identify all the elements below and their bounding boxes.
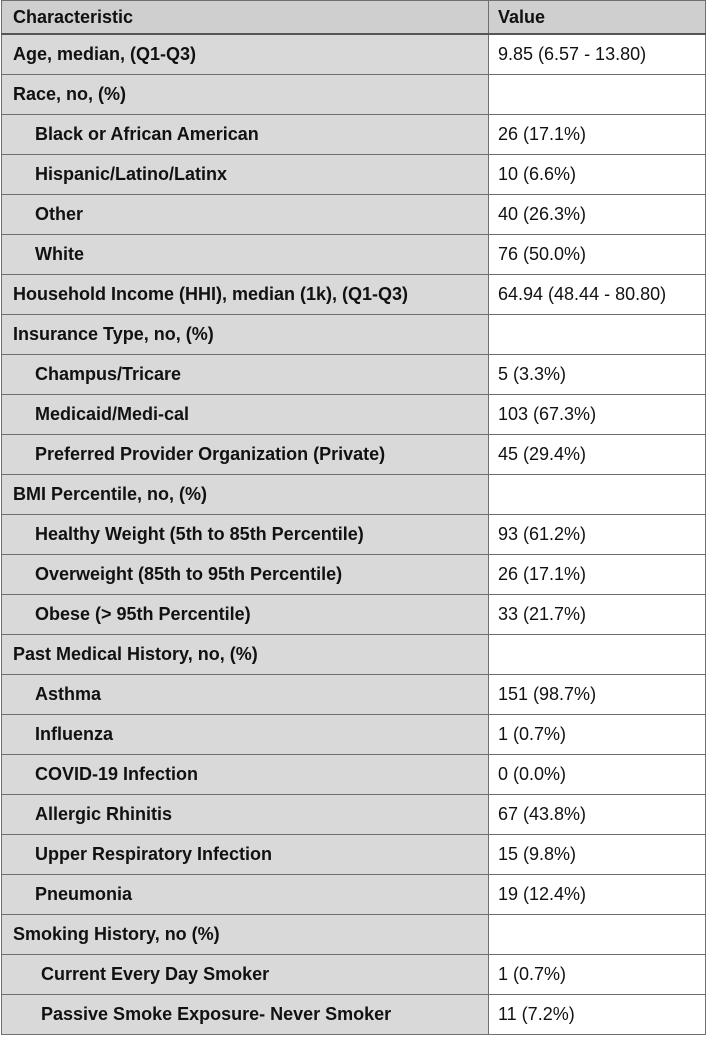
value-cell: 45 (29.4%) bbox=[489, 435, 706, 475]
table-row bbox=[2, 75, 706, 115]
category-label: Past Medical History, no, (%) bbox=[2, 635, 489, 675]
column-header-value: Value bbox=[489, 1, 706, 35]
value-cell bbox=[489, 635, 706, 675]
table-row bbox=[2, 235, 706, 275]
value-cell bbox=[489, 915, 706, 955]
value-cell: 5 (3.3%) bbox=[489, 355, 706, 395]
value-cell: 19 (12.4%) bbox=[489, 875, 706, 915]
category-label: Insurance Type, no, (%) bbox=[2, 315, 489, 355]
subcategory-label: Other bbox=[2, 195, 489, 235]
subcategory-label: Healthy Weight (5th to 85th Percentile) bbox=[2, 515, 489, 555]
subcategory-label: Current Every Day Smoker bbox=[2, 955, 489, 995]
value-cell: 64.94 (48.44 - 80.80) bbox=[489, 275, 706, 315]
value-cell: 103 (67.3%) bbox=[489, 395, 706, 435]
value-cell: 76 (50.0%) bbox=[489, 235, 706, 275]
table-row bbox=[2, 995, 706, 1035]
table-row bbox=[2, 715, 706, 755]
value-cell: 1 (0.7%) bbox=[489, 715, 706, 755]
table-row bbox=[2, 315, 706, 355]
table-header-row bbox=[2, 1, 706, 35]
value-cell: 67 (43.8%) bbox=[489, 795, 706, 835]
column-header-characteristic: Characteristic bbox=[2, 1, 489, 35]
table-row bbox=[2, 34, 706, 75]
category-label: Age, median, (Q1-Q3) bbox=[2, 34, 489, 75]
table-row bbox=[2, 115, 706, 155]
table-row bbox=[2, 955, 706, 995]
table-row bbox=[2, 755, 706, 795]
subcategory-label: Passive Smoke Exposure- Never Smoker bbox=[2, 995, 489, 1035]
category-label: Household Income (HHI), median (1k), (Q1-Q3) bbox=[2, 275, 489, 315]
category-label: Smoking History, no (%) bbox=[2, 915, 489, 955]
table-row bbox=[2, 675, 706, 715]
table-row bbox=[2, 275, 706, 315]
value-cell: 151 (98.7%) bbox=[489, 675, 706, 715]
value-cell: 26 (17.1%) bbox=[489, 555, 706, 595]
category-label: BMI Percentile, no, (%) bbox=[2, 475, 489, 515]
subcategory-label: Medicaid/Medi-cal bbox=[2, 395, 489, 435]
table-row bbox=[2, 155, 706, 195]
value-cell: 10 (6.6%) bbox=[489, 155, 706, 195]
value-cell bbox=[489, 315, 706, 355]
table-row bbox=[2, 195, 706, 235]
table-row bbox=[2, 515, 706, 555]
table-row bbox=[2, 555, 706, 595]
characteristics-table bbox=[1, 0, 706, 1035]
table-row bbox=[2, 475, 706, 515]
subcategory-label: Allergic Rhinitis bbox=[2, 795, 489, 835]
value-cell: 11 (7.2%) bbox=[489, 995, 706, 1035]
table-row bbox=[2, 635, 706, 675]
subcategory-label: Hispanic/Latino/Latinx bbox=[2, 155, 489, 195]
table-body bbox=[2, 34, 706, 1035]
value-cell: 9.85 (6.57 - 13.80) bbox=[489, 34, 706, 75]
subcategory-label: Influenza bbox=[2, 715, 489, 755]
value-cell: 15 (9.8%) bbox=[489, 835, 706, 875]
subcategory-label: Overweight (85th to 95th Percentile) bbox=[2, 555, 489, 595]
table-row bbox=[2, 395, 706, 435]
value-cell: 33 (21.7%) bbox=[489, 595, 706, 635]
table-row bbox=[2, 355, 706, 395]
value-cell: 40 (26.3%) bbox=[489, 195, 706, 235]
value-cell: 1 (0.7%) bbox=[489, 955, 706, 995]
subcategory-label: Asthma bbox=[2, 675, 489, 715]
table-row bbox=[2, 875, 706, 915]
value-cell: 0 (0.0%) bbox=[489, 755, 706, 795]
subcategory-label: White bbox=[2, 235, 489, 275]
value-cell bbox=[489, 475, 706, 515]
subcategory-label: Preferred Provider Organization (Private) bbox=[2, 435, 489, 475]
subcategory-label: Champus/Tricare bbox=[2, 355, 489, 395]
subcategory-label: Obese (> 95th Percentile) bbox=[2, 595, 489, 635]
table-row bbox=[2, 795, 706, 835]
subcategory-label: COVID-19 Infection bbox=[2, 755, 489, 795]
table-row bbox=[2, 835, 706, 875]
table-row bbox=[2, 915, 706, 955]
subcategory-label: Black or African American bbox=[2, 115, 489, 155]
table-row bbox=[2, 595, 706, 635]
category-label: Race, no, (%) bbox=[2, 75, 489, 115]
value-cell bbox=[489, 75, 706, 115]
value-cell: 93 (61.2%) bbox=[489, 515, 706, 555]
value-cell: 26 (17.1%) bbox=[489, 115, 706, 155]
subcategory-label: Pneumonia bbox=[2, 875, 489, 915]
table-row bbox=[2, 435, 706, 475]
subcategory-label: Upper Respiratory Infection bbox=[2, 835, 489, 875]
